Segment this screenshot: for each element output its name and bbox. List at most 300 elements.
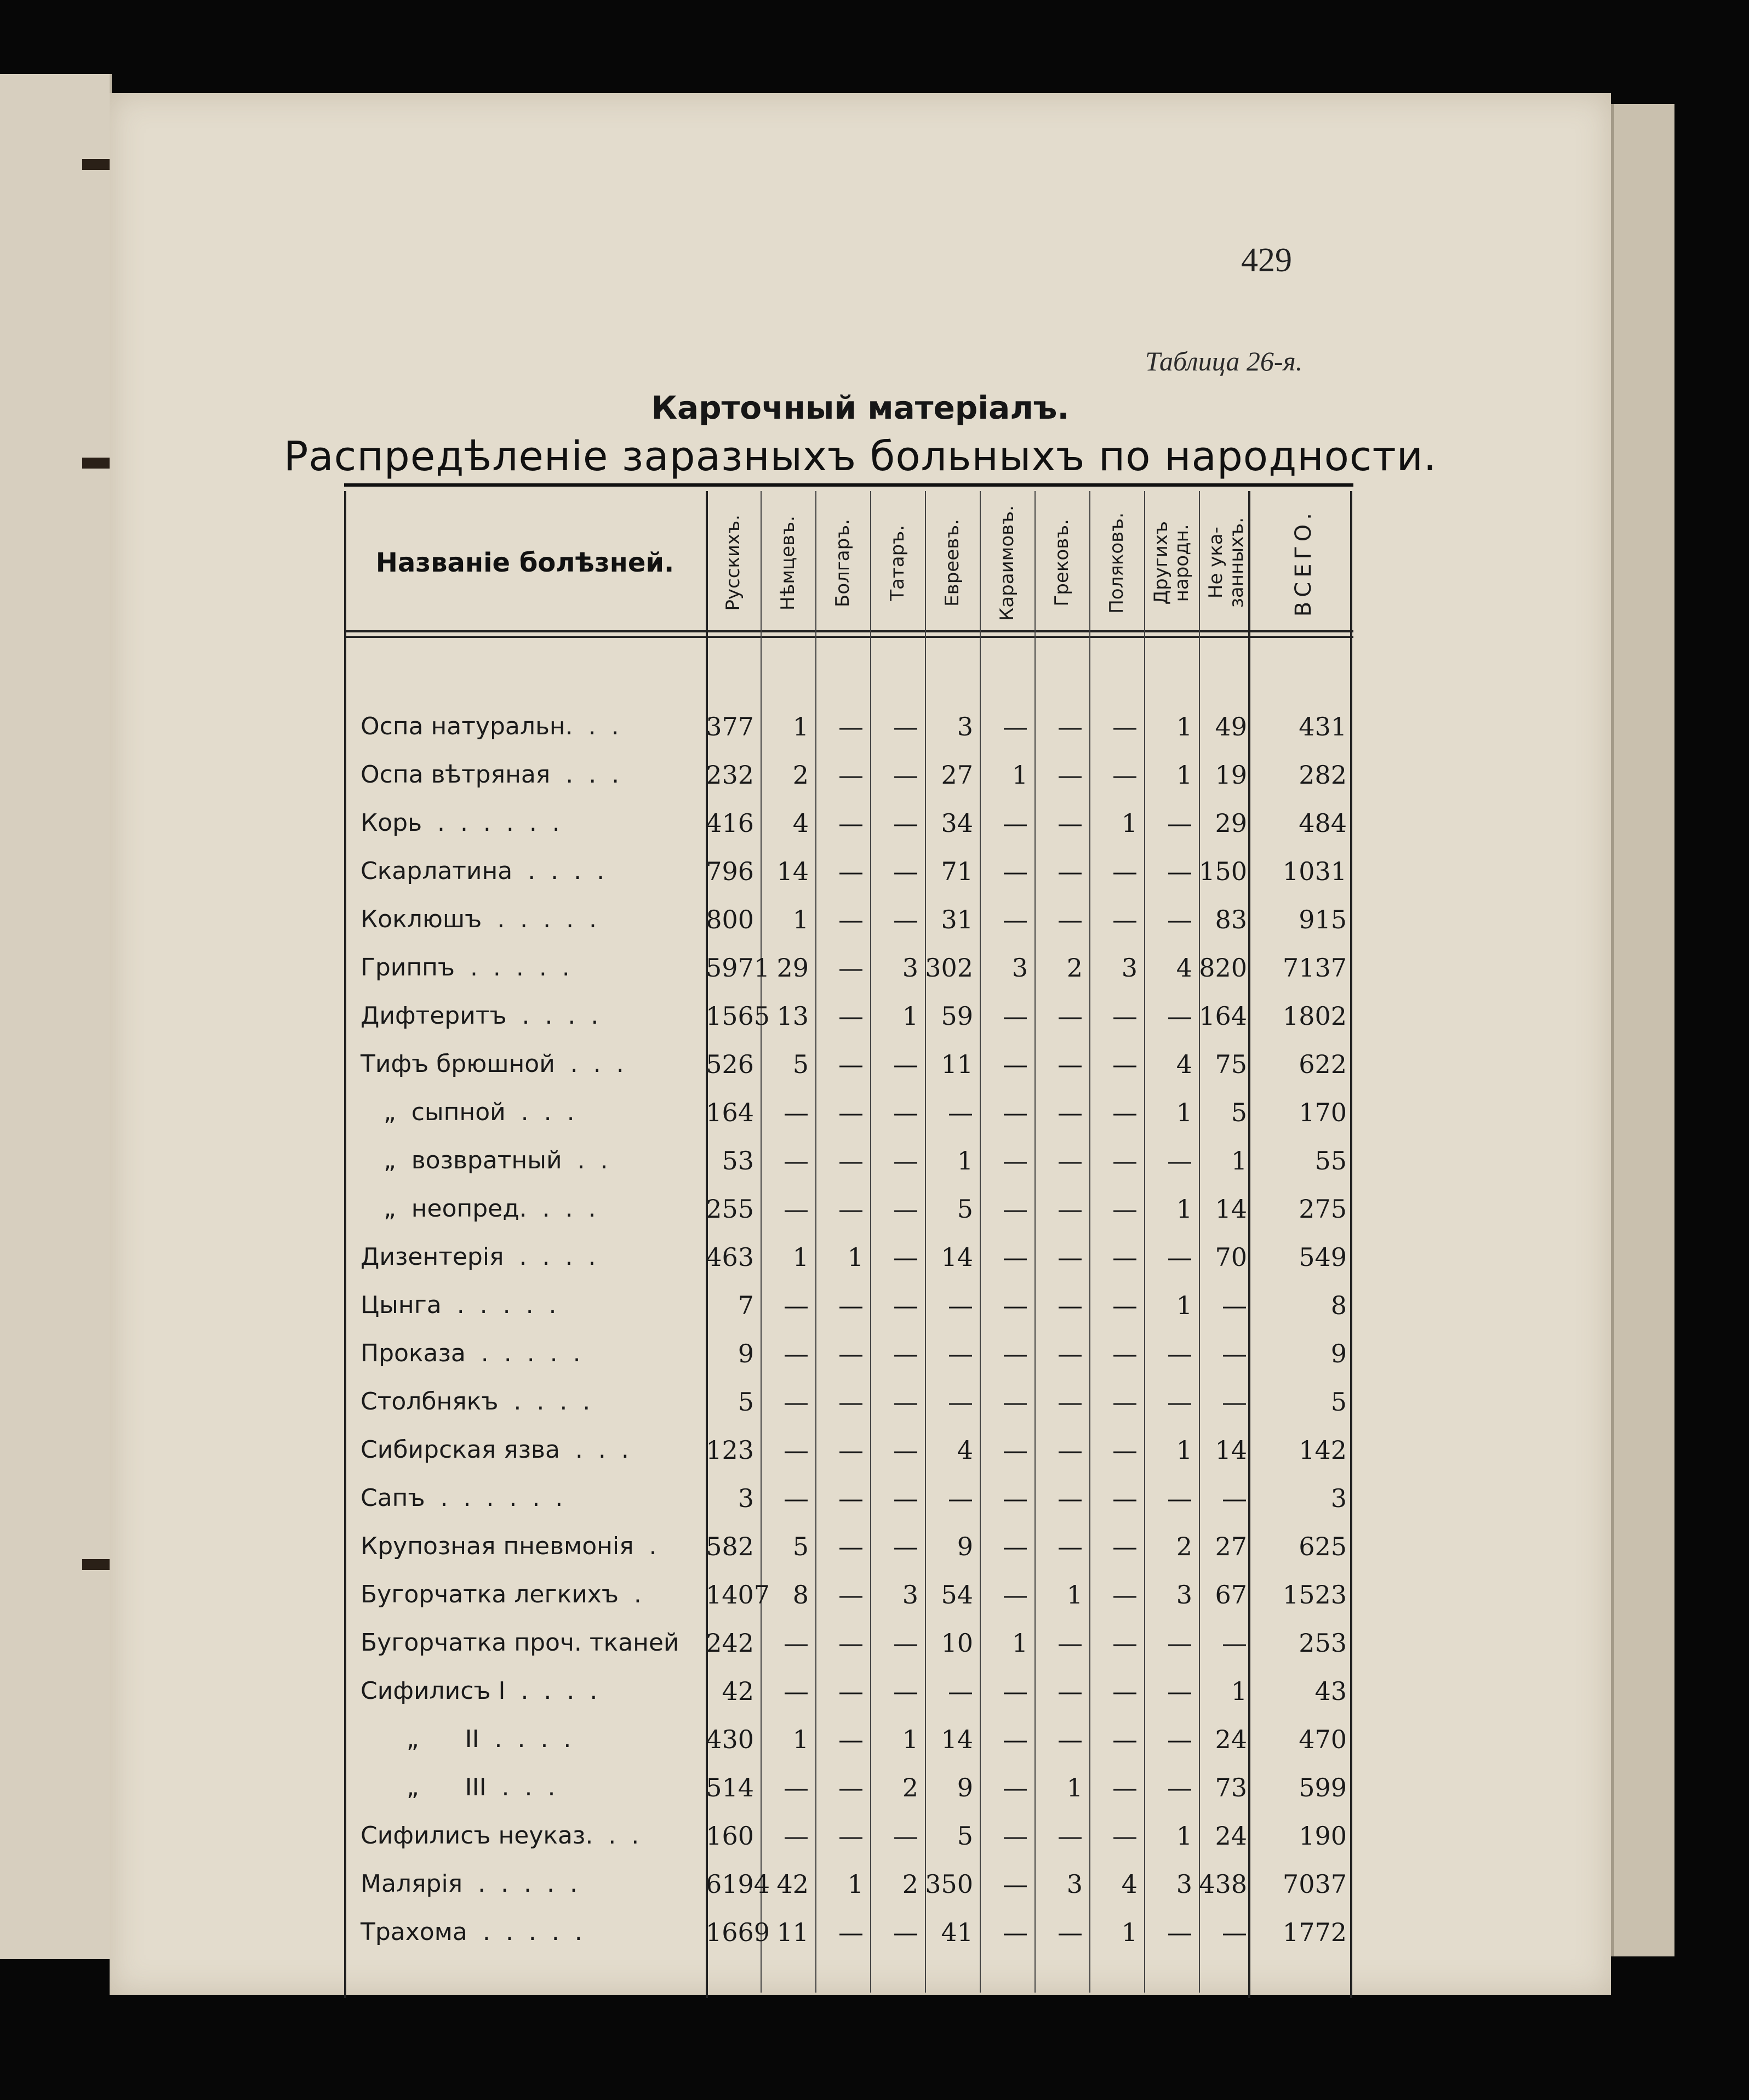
table-cell: —: [893, 1821, 918, 1851]
table-cell: 820: [1199, 953, 1247, 983]
table-cell: —: [1003, 857, 1028, 886]
disease-name: Сапъ . . . . . .: [361, 1484, 563, 1512]
disease-nationality-table: [344, 483, 1353, 2001]
table-cell: 4: [1176, 1049, 1192, 1079]
table-cell: 3: [957, 712, 973, 741]
table-cell: —: [1058, 1483, 1083, 1513]
table-cell: —: [1058, 1146, 1083, 1175]
table-row: [344, 1474, 1353, 1522]
table-cell: 3: [1066, 1869, 1083, 1899]
disease-name: Бугорчатка проч. тканей: [361, 1629, 679, 1657]
column-header-label: Караимовъ.: [996, 505, 1018, 621]
disease-name: Малярія . . . . .: [361, 1870, 578, 1898]
table-cell: 2: [902, 1773, 918, 1802]
table-cell: 70: [1215, 1242, 1247, 1272]
table-cell: 170: [1299, 1098, 1347, 1127]
table-cell: —: [1167, 1628, 1192, 1658]
table-cell: 1523: [1282, 1580, 1347, 1610]
table-cell: —: [1112, 1339, 1138, 1368]
table-cell: —: [1222, 1628, 1247, 1658]
table-cell: 123: [706, 1435, 754, 1465]
table-row: [344, 1522, 1353, 1571]
table-cell: —: [948, 1339, 973, 1368]
disease-name: Сифилисъ неуказ. . .: [361, 1822, 639, 1850]
disease-name-header: Названіе болѣзней.: [375, 547, 675, 578]
table-cell: —: [1167, 857, 1192, 886]
disease-name: Гриппъ . . . . .: [361, 954, 570, 981]
table-cell: 29: [1215, 808, 1247, 838]
column-header-1: [761, 500, 815, 626]
table-cell: 49: [1215, 712, 1247, 741]
column-header-label: Евреевъ.: [941, 519, 963, 607]
table-cell: —: [838, 808, 864, 838]
disease-name: „ неопред. . . .: [361, 1195, 596, 1223]
table-cell: 484: [1299, 808, 1347, 838]
table-cell: 5: [738, 1387, 754, 1417]
table-cell: —: [1058, 808, 1083, 838]
table-cell: 5: [1330, 1387, 1347, 1417]
table-row: [344, 1329, 1353, 1378]
table-cell: 1: [1231, 1146, 1247, 1175]
table-cell: —: [1112, 857, 1138, 886]
column-header-9: [1199, 500, 1254, 626]
table-cell: —: [1167, 1918, 1192, 1947]
table-cell: 3: [1330, 1483, 1347, 1513]
table-cell: 1669: [706, 1918, 770, 1947]
table-cell: —: [1112, 1387, 1138, 1417]
disease-name: Дизентерія . . . .: [361, 1243, 596, 1271]
table-row: [344, 992, 1353, 1040]
table-cell: —: [1167, 1242, 1192, 1272]
table-cell: 19: [1215, 760, 1247, 790]
table-cell: —: [838, 1387, 864, 1417]
disease-name: „ сыпной . . .: [361, 1098, 575, 1126]
table-cell: —: [838, 1725, 864, 1754]
table-cell: —: [948, 1483, 973, 1513]
column-header-0: [706, 500, 761, 626]
table-cell: —: [1058, 1049, 1083, 1079]
table-cell: 7137: [1282, 953, 1347, 983]
table-cell: 1: [792, 1242, 809, 1272]
table-cell: —: [1058, 1291, 1083, 1320]
table-cell: 42: [776, 1869, 809, 1899]
column-header-label: Не ука- занныхъ.: [1205, 517, 1248, 608]
table-cell: —: [1003, 1098, 1028, 1127]
table-cell: —: [838, 1194, 864, 1224]
table-cell: 915: [1299, 905, 1347, 934]
table-title: Распредѣленіе заразныхъ больныхъ по народности.: [283, 433, 1437, 480]
table-cell: —: [948, 1676, 973, 1706]
table-cell: —: [1167, 1387, 1192, 1417]
table-cell: —: [1112, 1580, 1138, 1610]
table-cell: —: [838, 1146, 864, 1175]
disease-name: Крупозная пневмонія .: [361, 1532, 657, 1560]
table-cell: 1: [847, 1242, 864, 1272]
table-cell: 1: [1066, 1773, 1083, 1802]
table-cell: —: [838, 1483, 864, 1513]
table-cell: 13: [776, 1001, 809, 1031]
table-cell: —: [893, 1194, 918, 1224]
table-cell: 9: [1330, 1339, 1347, 1368]
table-cell: 75: [1215, 1049, 1247, 1079]
table-cell: 42: [722, 1676, 754, 1706]
column-header-label: ВСЕГО.: [1291, 509, 1316, 617]
page-number: 429: [1241, 242, 1292, 279]
table-cell: —: [893, 1483, 918, 1513]
table-cell: —: [1112, 1242, 1138, 1272]
table-cell: 5: [792, 1049, 809, 1079]
table-cell: —: [838, 1435, 864, 1465]
table-cell: —: [1058, 1725, 1083, 1754]
table-cell: —: [1222, 1483, 1247, 1513]
table-cell: 24: [1215, 1725, 1247, 1754]
table-cell: —: [784, 1291, 809, 1320]
table-label: Таблица 26-я.: [1145, 346, 1303, 376]
table-cell: —: [1058, 1918, 1083, 1947]
table-cell: —: [1222, 1339, 1247, 1368]
table-cell: —: [1112, 1146, 1138, 1175]
table-cell: 54: [941, 1580, 973, 1610]
disease-name: Скарлатина . . . .: [361, 857, 605, 885]
table-cell: —: [1003, 1194, 1028, 1224]
table-cell: —: [1058, 1628, 1083, 1658]
table-cell: —: [1003, 1387, 1028, 1417]
table-row: [344, 703, 1353, 751]
disease-name: Оспа вѣтряная . . .: [361, 761, 620, 789]
table-cell: 83: [1215, 905, 1247, 934]
table-cell: —: [1167, 1001, 1192, 1031]
disease-name: „ II . . . .: [361, 1725, 571, 1753]
table-cell: 282: [1299, 760, 1347, 790]
column-header-4: [925, 500, 980, 626]
table-cell: 6194: [706, 1869, 770, 1899]
table-cell: —: [893, 1098, 918, 1127]
table-cell: 1: [1176, 1098, 1192, 1127]
table-cell: —: [784, 1194, 809, 1224]
table-cell: —: [893, 1532, 918, 1561]
column-header-label: Грековъ.: [1051, 519, 1073, 607]
column-header-label: Русскихъ.: [722, 515, 744, 611]
table-cell: 377: [706, 712, 754, 741]
table-cell: 11: [941, 1049, 973, 1079]
table-cell: —: [838, 760, 864, 790]
table-cell: 59: [941, 1001, 973, 1031]
header-rule: [344, 630, 1353, 638]
table-row: [344, 1619, 1353, 1667]
table-cell: 4: [1176, 953, 1192, 983]
table-cell: 1: [1176, 1194, 1192, 1224]
table-cell: —: [838, 1098, 864, 1127]
table-cell: —: [784, 1628, 809, 1658]
table-cell: —: [1003, 1435, 1028, 1465]
table-cell: 1: [847, 1869, 864, 1899]
table-cell: —: [948, 1098, 973, 1127]
table-row: [344, 1860, 1353, 1908]
table-cell: 1: [1121, 1918, 1138, 1947]
table-row: [344, 1667, 1353, 1715]
table-cell: —: [838, 905, 864, 934]
table-cell: —: [838, 1532, 864, 1561]
table-cell: —: [1112, 1049, 1138, 1079]
table-cell: —: [1058, 1194, 1083, 1224]
table-cell: 67: [1215, 1580, 1247, 1610]
table-cell: —: [948, 1291, 973, 1320]
disease-name: Столбнякъ . . . .: [361, 1388, 591, 1416]
table-cell: 526: [706, 1049, 754, 1079]
table-cell: —: [838, 1291, 864, 1320]
disease-name: Проказа . . . . .: [361, 1339, 581, 1367]
table-cell: 43: [1314, 1676, 1347, 1706]
table-cell: 14: [941, 1242, 973, 1272]
table-cell: 29: [776, 953, 809, 983]
table-cell: 1: [1231, 1676, 1247, 1706]
table-cell: 255: [706, 1194, 754, 1224]
table-cell: —: [1003, 1773, 1028, 1802]
disease-name: Бугорчатка легкихъ .: [361, 1580, 642, 1608]
table-cell: 430: [706, 1725, 754, 1754]
table-cell: —: [1112, 1435, 1138, 1465]
table-cell: 14: [941, 1725, 973, 1754]
table-cell: 190: [1299, 1821, 1347, 1851]
table-cell: —: [838, 1918, 864, 1947]
table-cell: 73: [1215, 1773, 1247, 1802]
disease-name: „ возвратный . .: [361, 1146, 608, 1174]
table-cell: —: [1112, 712, 1138, 741]
table-cell: 232: [706, 760, 754, 790]
table-cell: 41: [941, 1918, 973, 1947]
table-cell: 1: [792, 712, 809, 741]
table-cell: —: [1058, 760, 1083, 790]
table-cell: 1: [1011, 1628, 1028, 1658]
table-cell: 1: [902, 1001, 918, 1031]
table-cell: —: [1003, 1001, 1028, 1031]
table-cell: —: [893, 760, 918, 790]
table-cell: —: [1112, 1291, 1138, 1320]
table-cell: —: [784, 1435, 809, 1465]
table-cell: 1: [792, 1725, 809, 1754]
table-cell: —: [838, 1001, 864, 1031]
table-cell: 4: [1121, 1869, 1138, 1899]
table-cell: 549: [1299, 1242, 1347, 1272]
table-cell: 1: [1176, 1291, 1192, 1320]
table-row: [344, 1185, 1353, 1233]
table-cell: —: [838, 953, 864, 983]
table-cell: —: [1167, 1146, 1192, 1175]
table-cell: —: [1167, 1773, 1192, 1802]
table-cell: 1: [957, 1146, 973, 1175]
column-header-6: [1034, 500, 1089, 626]
table-row: [344, 847, 1353, 895]
table-cell: —: [1003, 1580, 1028, 1610]
table-row: [344, 799, 1353, 847]
table-cell: —: [784, 1773, 809, 1802]
table-cell: 1: [1011, 760, 1028, 790]
table-cell: —: [1167, 808, 1192, 838]
table-cell: 1: [1176, 760, 1192, 790]
table-cell: —: [893, 857, 918, 886]
table-cell: —: [784, 1676, 809, 1706]
table-cell: 463: [706, 1242, 754, 1272]
table-row: [344, 1812, 1353, 1860]
table-cell: 27: [941, 760, 973, 790]
table-cell: 5: [792, 1532, 809, 1561]
table-cell: —: [838, 1339, 864, 1368]
table-cell: 31: [941, 905, 973, 934]
table-cell: 9: [957, 1532, 973, 1561]
table-cell: —: [784, 1483, 809, 1513]
table-cell: 34: [941, 808, 973, 838]
table-cell: 3: [1176, 1580, 1192, 1610]
table-cell: —: [1003, 1483, 1028, 1513]
table-cell: —: [1167, 905, 1192, 934]
table-cell: 796: [706, 857, 754, 886]
column-header-label: Поляковъ.: [1106, 512, 1128, 614]
table-cell: 599: [1299, 1773, 1347, 1802]
table-cell: 1: [1066, 1580, 1083, 1610]
table-cell: —: [1003, 808, 1028, 838]
table-cell: —: [838, 1049, 864, 1079]
table-cell: 5: [957, 1821, 973, 1851]
table-row: [344, 1426, 1353, 1474]
table-cell: —: [1003, 1532, 1028, 1561]
disease-name: Цынга . . . . .: [361, 1291, 557, 1319]
table-cell: 302: [925, 953, 973, 983]
table-cell: —: [1112, 1725, 1138, 1754]
table-cell: 242: [706, 1628, 754, 1658]
table-cell: 14: [1215, 1435, 1247, 1465]
table-cell: —: [838, 1773, 864, 1802]
table-cell: —: [1222, 1387, 1247, 1417]
table-cell: —: [784, 1146, 809, 1175]
table-cell: —: [1058, 1387, 1083, 1417]
table-cell: —: [838, 1676, 864, 1706]
table-row: [344, 1571, 1353, 1619]
table-row: [344, 1040, 1353, 1088]
table-cell: —: [1058, 857, 1083, 886]
table-cell: —: [893, 1435, 918, 1465]
table-cell: 1031: [1282, 857, 1347, 886]
table-row: [344, 751, 1353, 799]
table-cell: —: [1167, 1483, 1192, 1513]
column-header-8: [1144, 500, 1199, 626]
table-cell: —: [1167, 1676, 1192, 1706]
table-cell: —: [838, 1580, 864, 1610]
table-cell: 8: [1330, 1291, 1347, 1320]
table-cell: —: [1058, 1001, 1083, 1031]
table-cell: —: [1058, 1098, 1083, 1127]
table-cell: —: [1112, 1773, 1138, 1802]
table-cell: —: [838, 857, 864, 886]
table-cell: —: [838, 1821, 864, 1851]
table-cell: 625: [1299, 1532, 1347, 1561]
table-cell: 800: [706, 905, 754, 934]
table-cell: 1: [1121, 808, 1138, 838]
table-cell: —: [1112, 1628, 1138, 1658]
table-cell: —: [1167, 1725, 1192, 1754]
table-cell: —: [1003, 1676, 1028, 1706]
table-row: [344, 1233, 1353, 1281]
table-cell: 514: [706, 1773, 754, 1802]
column-header-10: [1254, 500, 1353, 626]
table-cell: 14: [1215, 1194, 1247, 1224]
column-header-7: [1089, 500, 1144, 626]
table-cell: 160: [706, 1821, 754, 1851]
table-cell: —: [1112, 760, 1138, 790]
table-cell: —: [893, 712, 918, 741]
table-cell: —: [1058, 1676, 1083, 1706]
table-cell: —: [893, 1049, 918, 1079]
table-cell: —: [1003, 1146, 1028, 1175]
table-cell: —: [1058, 712, 1083, 741]
table-cell: —: [1167, 1339, 1192, 1368]
table-cell: —: [1058, 1242, 1083, 1272]
table-cell: —: [1003, 1291, 1028, 1320]
disease-name: „ III . . .: [361, 1773, 556, 1801]
disease-name: Дифтеритъ . . . .: [361, 1002, 599, 1030]
table-cell: 9: [957, 1773, 973, 1802]
table-cell: 1: [902, 1725, 918, 1754]
table-cell: 275: [1299, 1194, 1347, 1224]
disease-name: Коклюшъ . . . . .: [361, 905, 597, 933]
column-header-3: [870, 500, 925, 626]
table-cell: —: [784, 1339, 809, 1368]
table-cell: —: [1003, 905, 1028, 934]
table-cell: —: [1058, 1532, 1083, 1561]
table-cell: 8: [792, 1580, 809, 1610]
table-cell: 7037: [1282, 1869, 1347, 1899]
table-cell: 71: [941, 857, 973, 886]
table-cell: 470: [1299, 1725, 1347, 1754]
table-row: [344, 1378, 1353, 1426]
table-cell: —: [893, 1628, 918, 1658]
table-cell: 7: [738, 1291, 754, 1320]
table-cell: —: [893, 905, 918, 934]
table-cell: —: [838, 1628, 864, 1658]
table-cell: 14: [776, 857, 809, 886]
table-cell: —: [893, 1918, 918, 1947]
column-header-label: Другихъ народн.: [1150, 521, 1193, 605]
table-cell: —: [1003, 1725, 1028, 1754]
table-cell: 5: [1231, 1098, 1247, 1127]
table-cell: 582: [706, 1532, 754, 1561]
table-cell: 3: [902, 953, 918, 983]
table-cell: 1565: [706, 1001, 770, 1031]
table-row: [344, 895, 1353, 944]
table-cell: —: [893, 1387, 918, 1417]
table-row: [344, 1764, 1353, 1812]
table-cell: —: [1058, 1821, 1083, 1851]
next-page-edge: [1611, 104, 1674, 1956]
table-cell: —: [1112, 905, 1138, 934]
table-cell: —: [893, 808, 918, 838]
table-cell: 2: [902, 1869, 918, 1899]
table-cell: 5971: [706, 953, 770, 983]
table-cell: 10: [941, 1628, 973, 1658]
table-cell: —: [1058, 1435, 1083, 1465]
table-cell: 3: [1121, 953, 1138, 983]
table-top-rule: [344, 483, 1353, 487]
table-cell: —: [1003, 1869, 1028, 1899]
table-cell: —: [1112, 1821, 1138, 1851]
table-cell: 5: [957, 1194, 973, 1224]
table-cell: 4: [957, 1435, 973, 1465]
table-cell: —: [1003, 712, 1028, 741]
table-cell: 1802: [1282, 1001, 1347, 1031]
table-cell: 3: [1011, 953, 1028, 983]
table-cell: 431: [1299, 712, 1347, 741]
table-cell: —: [1112, 1001, 1138, 1031]
table-cell: 1: [1176, 1435, 1192, 1465]
